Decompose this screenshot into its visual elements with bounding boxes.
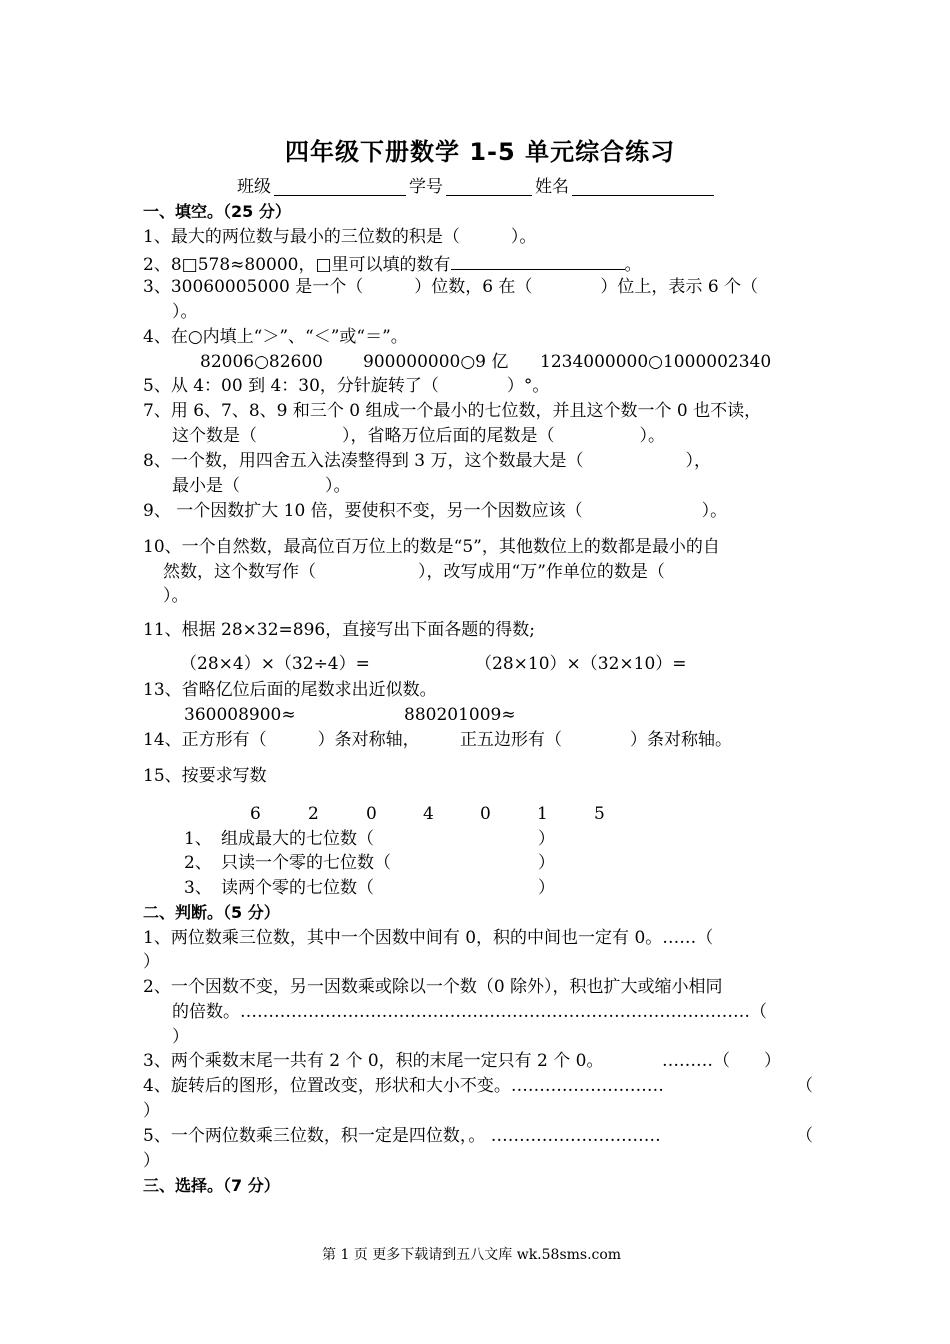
section-fill-heading: 一、填空。（25 分）	[143, 202, 291, 221]
question-13-a: 360008900≈	[184, 705, 296, 725]
digit: 4	[423, 804, 434, 824]
judge-5: 5、一个两位数乘三位数，积一定是四位数，。 …………………………	[143, 1126, 661, 1146]
q15-item-close: ）	[538, 853, 555, 873]
question-2-end: 。	[624, 255, 642, 275]
question-15: 15、按要求写数	[143, 766, 267, 786]
question-10-line2: 然数，这个数写作（ ），改写成用“万”作单位的数是（	[163, 562, 665, 582]
q15-item-close: ）	[538, 829, 555, 849]
page-footer: 第 1 页 更多下载请到五八文库 wk.58sms.com	[322, 1247, 622, 1263]
digit: 0	[366, 804, 377, 824]
number-blank	[446, 177, 532, 196]
page-title: 四年级下册数学 1-5 单元综合练习	[285, 138, 676, 166]
judge-5-open: （	[796, 1126, 813, 1146]
class-label: 班级	[237, 177, 271, 197]
question-7-line1: 7、用 6、7、8、9 和三个 0 组成一个最小的七位数，并且这个数一个 0 也不读，	[143, 401, 762, 421]
judge-4-open: （	[796, 1076, 813, 1096]
question-10-line1: 10、一个自然数，最高位百万位上的数是“5”，其他数位上的数都是最小的自	[143, 537, 720, 557]
question-3-line1: 3、30060005000 是一个（ ）位数，6 在（ ）位上，表示 6 个（	[143, 277, 759, 297]
digit: 6	[250, 804, 261, 824]
question-13: 13、省略亿位后面的尾数求出近似数。	[143, 680, 437, 700]
question-14-b: 正五边形有（ ）条对称轴。	[460, 730, 732, 750]
question-11: 11、根据 28×32=896，直接写出下面各题的得数;	[143, 620, 535, 640]
question-4-b: 900000000○9 亿	[363, 352, 509, 372]
question-1: 1、最大的两位数与最小的三位数的积是（ ）。	[143, 227, 537, 247]
class-blank	[274, 177, 406, 196]
digit: 2	[308, 804, 319, 824]
digit: 0	[480, 804, 491, 824]
name-label: 姓名	[535, 177, 569, 197]
judge-5-close: ）	[143, 1151, 160, 1171]
judge-2-line3: ）	[172, 1027, 189, 1047]
number-label: 学号	[409, 177, 443, 197]
judge-2-line2: 的倍数。………………………………………………………………………………（	[172, 1002, 767, 1022]
section-choice-heading: 三、选择。（7 分）	[143, 1176, 280, 1195]
judge-3-tail: ………（ ）	[662, 1051, 781, 1071]
judge-4-close: ）	[143, 1101, 160, 1121]
question-14-a: 14、正方形有（ ）条对称轴，	[143, 730, 420, 750]
question-5: 5、从 4：00 到 4：30，分针旋转了（ ）°。	[143, 376, 550, 396]
q15-item-text: 只读一个零的七位数（	[221, 853, 391, 873]
judge-1-line2: ）	[143, 952, 160, 972]
q15-item-num: 3、	[184, 878, 212, 898]
question-7-line2: 这个数是（ ），省略万位后面的尾数是（ ）。	[172, 426, 665, 446]
digit: 5	[594, 804, 605, 824]
question-11-a: （28×4）×（32÷4）=	[180, 654, 370, 674]
q15-item-num: 2、	[184, 853, 212, 873]
question-13-b: 880201009≈	[404, 705, 516, 725]
question-2	[143, 251, 642, 276]
question-8-line1: 8、一个数，用四舍五入法凑整得到 3 万，这个数最大是（ ），	[143, 451, 711, 471]
q15-item-num: 1、	[184, 829, 212, 849]
q15-item-close: ）	[538, 878, 555, 898]
question-2-text: 2、8□578≈80000，□里可以填的数有	[143, 255, 451, 275]
section-judge-heading: 二、判断。（5 分）	[143, 903, 280, 922]
question-11-b: （28×10）×（32×10）=	[475, 654, 687, 674]
judge-3: 3、两个乘数末尾一共有 2 个 0，积的末尾一定只有 2 个 0。	[143, 1051, 604, 1071]
digit: 1	[537, 804, 548, 824]
question-3-line2: ）。	[172, 302, 198, 322]
question-8-line2: 最小是（ ）。	[172, 476, 351, 496]
name-blank	[572, 177, 714, 196]
question-4-a: 82006○82600	[200, 352, 323, 372]
judge-2-line1: 2、一个因数不变，另一因数乘或除以一个数（0 除外），积也扩大或缩小相同	[143, 977, 723, 997]
question-4: 4、在○内填上“＞”、“＜”或“＝”。	[143, 327, 408, 347]
question-2-blank	[451, 251, 625, 270]
q15-item-text: 组成最大的七位数（	[221, 829, 374, 849]
judge-4: 4、旋转后的图形，位置改变，形状和大小不变。………………………	[143, 1076, 664, 1096]
q15-item-text: 读两个零的七位数（	[221, 878, 374, 898]
question-4-c: 1234000000○1000002340	[540, 352, 772, 372]
question-9: 9、 一个因数扩大 10 倍，要使积不变，另一个因数应该（ ）。	[143, 501, 728, 521]
question-10-line3: ）。	[163, 586, 189, 606]
judge-1-line1: 1、两位数乘三位数，其中一个因数中间有 0，积的中间也一定有 0。……（	[143, 928, 714, 948]
